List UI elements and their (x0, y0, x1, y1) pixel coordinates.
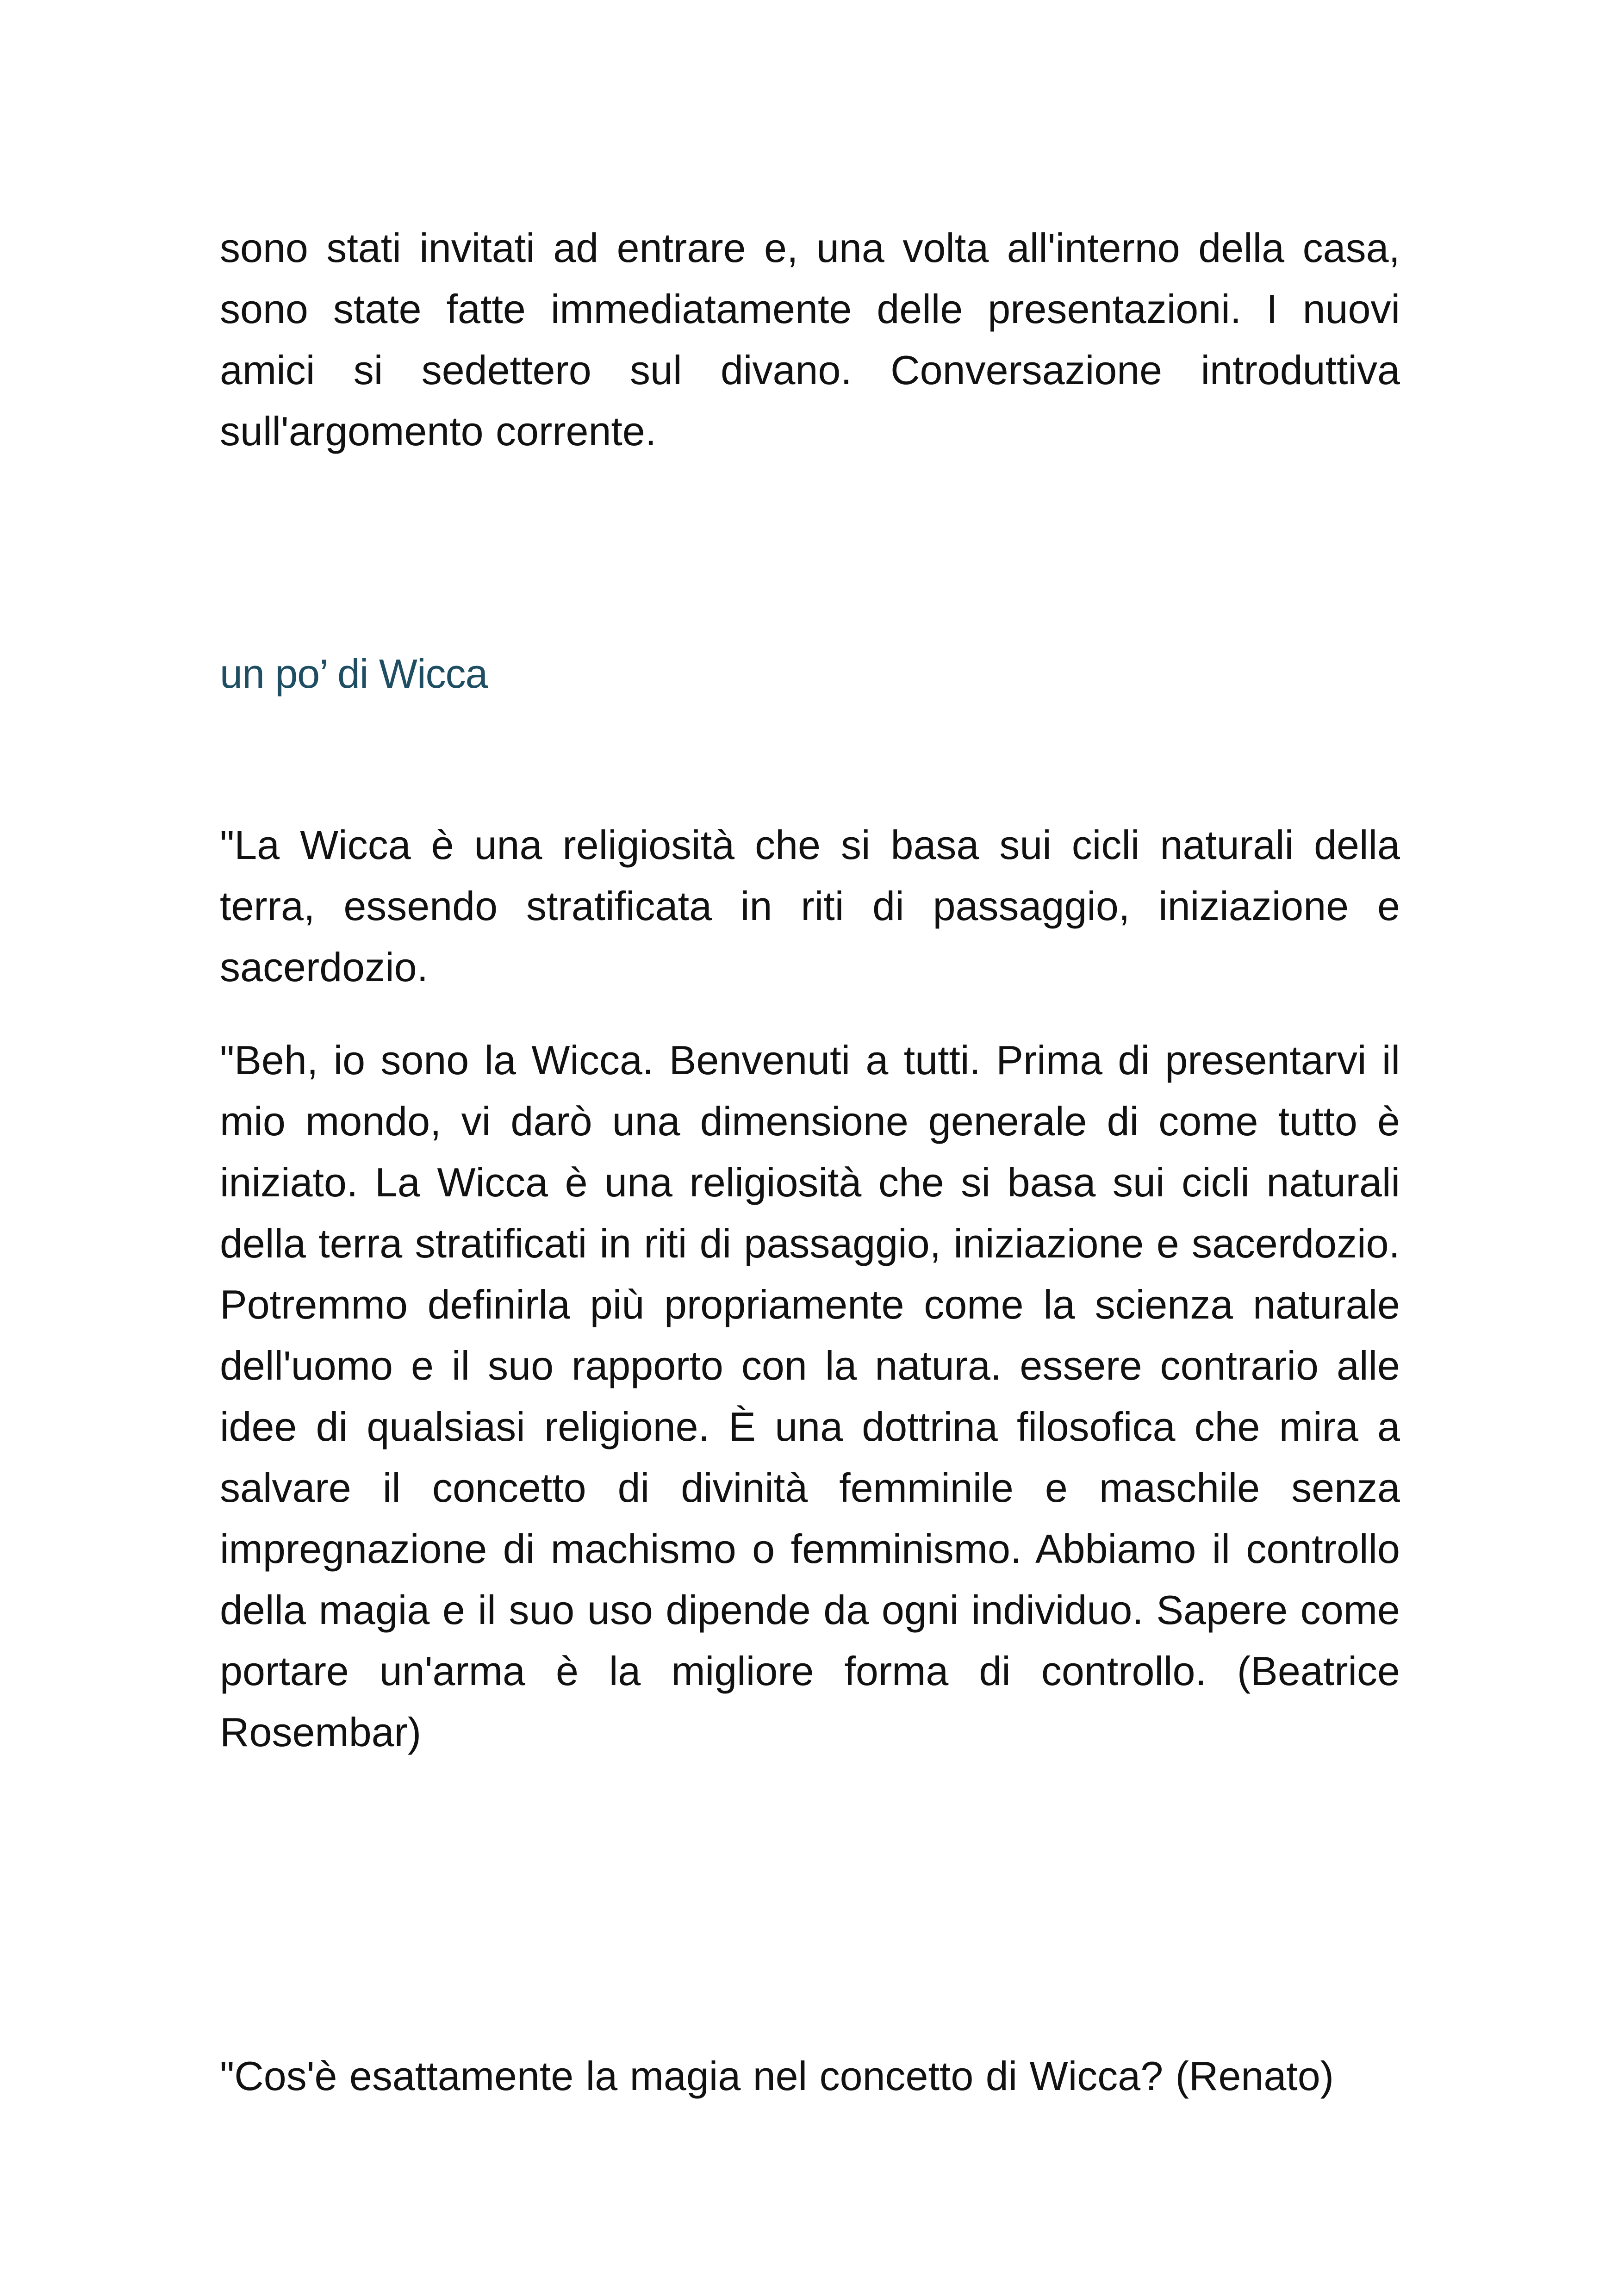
intro-paragraph: sono stati invitati ad entrare e, una volta all'interno della casa, sono state fatte immediatamente delle presentazioni. I nuovi amici si sedettero sul divano. Conversazione introduttiva sull'argomento corrente. (220, 225, 1400, 454)
document-page (220, 218, 1400, 2099)
paragraph-wicca-definition: "La Wicca è una religiosità che si basa sui cicli naturali della terra, essendo stratificata in riti di passaggio, iniziazione e sacerdozio. (220, 822, 1400, 990)
section-heading: un po’ di Wicca (220, 651, 488, 697)
paragraph-beatrice-quote: "Beh, io sono la Wicca. Benvenuti a tutti. Prima di presentarvi il mio mondo, vi darò una dimensione generale di come tutto è iniziato. La Wicca è una religiosità che si basa sui cicli naturali della terra stratificati in riti di passaggio, iniziazione e sacerdozio. Potremmo definirla più propriamente come la scienza naturale dell'uomo e il suo rapporto con la natura. essere contrario alle idee di qualsiasi religione. È una dottrina filosofica che mira a salvare il concetto di divinità femminile e maschile senza impregnazione di machismo o femminismo. Abbiamo il controllo della magia e il suo uso dipende da ogni individuo. Sapere come portare un'arma è la migliore forma di controllo. (Beatrice Rosembar) (220, 1037, 1400, 1755)
paragraph-renato-question: "Cos'è esattamente la magia nel concetto di Wicca? (Renato) (220, 2053, 1334, 2099)
